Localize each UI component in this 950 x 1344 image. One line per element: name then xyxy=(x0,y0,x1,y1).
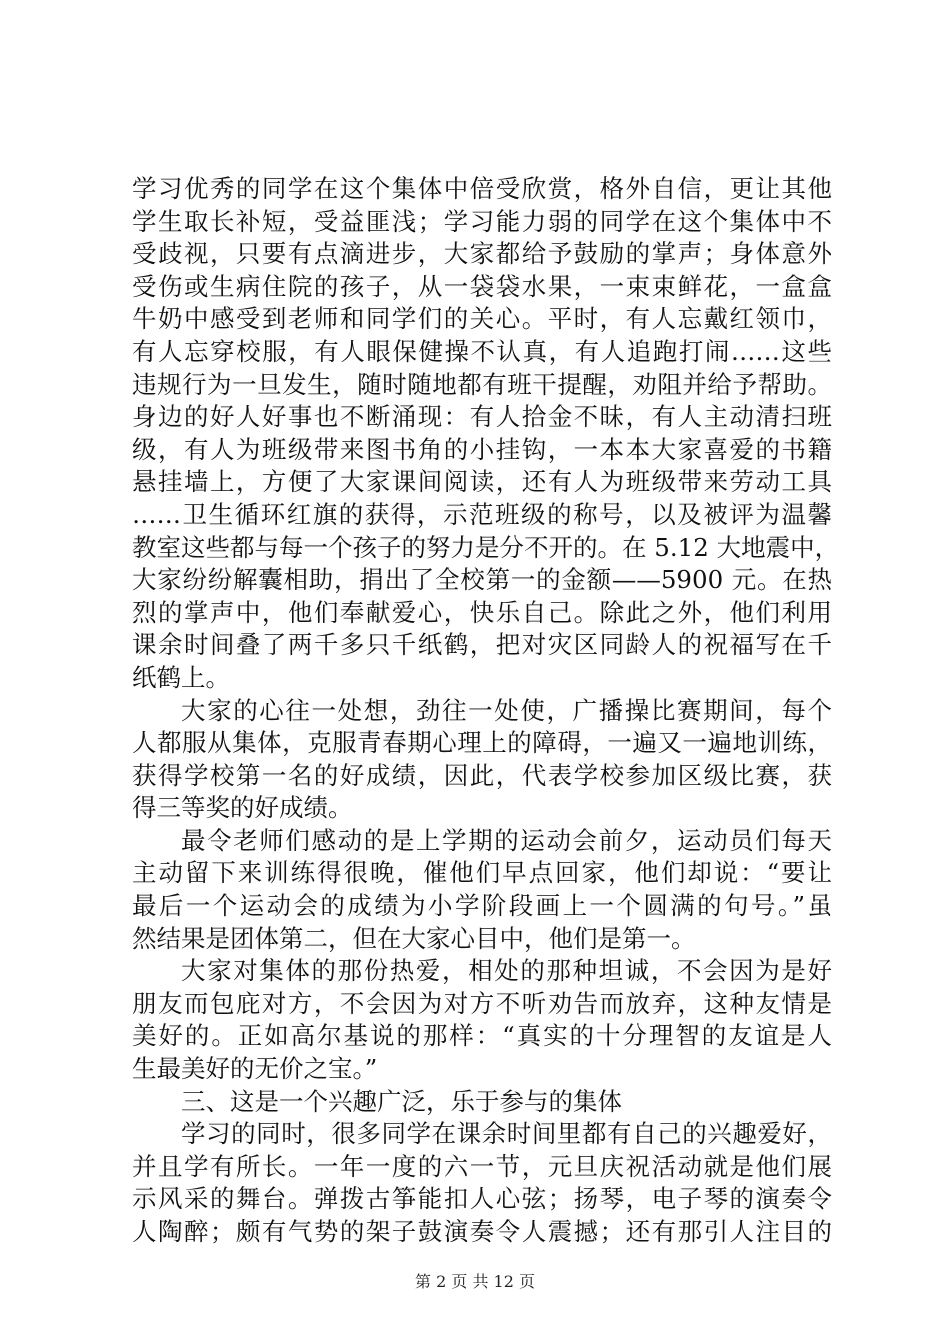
text-line: 朋友而包庇对方，不会因为对方不听劝告而放弃，这种友情是 xyxy=(132,988,832,1018)
text-line: 级，有人为班级带来图书角的小挂钩，一本本大家喜爱的书籍 xyxy=(132,434,832,464)
paragraph-first-line: 学习的同时，很多同学在课余时间里都有自己的兴趣爱好， xyxy=(181,1119,832,1149)
text-line: 人都服从集体，克服青春期心理上的障碍，一遍又一遍地训练， xyxy=(132,728,832,758)
page-number-footer: 第 2 页 共 12 页 xyxy=(415,1272,535,1291)
paragraph-first-line: 大家的心往一处想，劲往一处使，广播操比赛期间，每个 xyxy=(181,695,832,725)
text-line: 烈的掌声中，他们奉献爱心，快乐自己。除此之外，他们利用 xyxy=(132,597,832,627)
text-line: 受伤或生病住院的孩子，从一袋袋水果，一束束鲜花，一盒盒 xyxy=(132,271,832,301)
text-line: 人陶醉；颇有气势的架子鼓演奏令人震撼；还有那引人注目的 xyxy=(132,1217,832,1246)
text-line: 获得学校第一名的好成绩，因此，代表学校参加区级比赛，获 xyxy=(132,760,832,790)
section-heading: 三、这是一个兴趣广泛，乐于参与的集体 xyxy=(181,1086,622,1116)
text-line: 身边的好人好事也不断涌现：有人拾金不昧，有人主动清扫班 xyxy=(132,402,832,432)
text-line: 然结果是团体第二，但在大家心目中，他们是第一。 xyxy=(132,923,696,953)
paragraph-first-line: 最令老师们感动的是上学期的运动会前夕，运动员们每天 xyxy=(181,825,832,855)
text-line: 最后一个运动会的成绩为小学阶段画上一个圆满的句号。”虽 xyxy=(132,891,832,921)
text-line: 学习优秀的同学在这个集体中倍受欣赏，格外自信，更让其他 xyxy=(132,174,832,203)
text-line: 受歧视，只要有点滴进步，大家都给予鼓励的掌声；身体意外 xyxy=(132,239,832,269)
text-line: 牛奶中感受到老师和同学们的关心。平时，有人忘戴红领巾， xyxy=(132,304,832,334)
text-line: 美好的。正如高尔基说的那样：“真实的十分理智的友谊是人 xyxy=(132,1021,832,1051)
text-line: 课余时间叠了两千多只千纸鹤，把对灾区同龄人的祝福写在千 xyxy=(132,630,832,660)
paragraph-first-line: 大家对集体的那份热爱，相处的那种坦诚，不会因为是好 xyxy=(181,956,832,986)
text-line: 得三等奖的好成绩。 xyxy=(132,793,353,823)
text-line: 悬挂墙上，方便了大家课间阅读，还有人为班级带来劳动工具 xyxy=(132,467,832,497)
text-line: 并且学有所长。一年一度的六一节，元旦庆祝活动就是他们展 xyxy=(132,1151,832,1181)
text-line: 有人忘穿校服，有人眼保健操不认真，有人追跑打闹……这些 xyxy=(132,336,832,366)
text-line: 主动留下来训练得很晚，催他们早点回家，他们却说：“要让 xyxy=(132,858,832,888)
text-line: 示风采的舞台。弹拨古筝能扣人心弦；扬琴，电子琴的演奏令 xyxy=(132,1184,832,1214)
text-line: 教室这些都与每一个孩子的努力是分不开的。在 5.12 大地震中， xyxy=(132,532,840,562)
text-line: 大家纷纷解囊相助，捐出了全校第一的金额——5900 元。在热 xyxy=(132,565,832,595)
text-line: 生最美好的无价之宝。” xyxy=(132,1054,378,1084)
text-line: ……卫生循环红旗的获得，示范班级的称号，以及被评为温馨 xyxy=(132,499,832,529)
text-line: 学生取长补短，受益匪浅；学习能力弱的同学在这个集体中不 xyxy=(132,206,832,236)
text-line: 违规行为一旦发生，随时随地都有班干提醒，劝阻并给予帮助。 xyxy=(132,369,832,399)
document-body xyxy=(132,173,840,1249)
text-line: 纸鹤上。 xyxy=(132,662,230,692)
